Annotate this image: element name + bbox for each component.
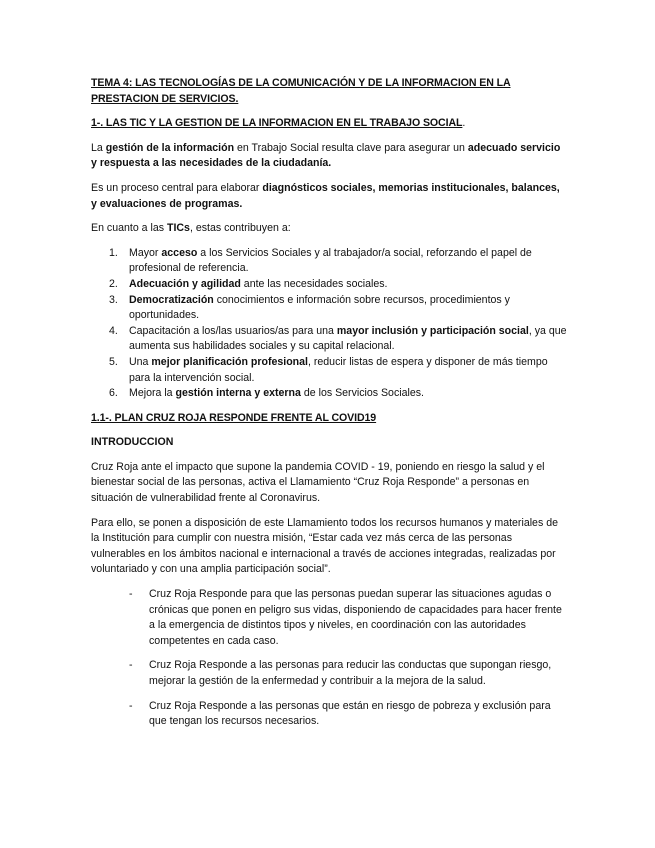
- text-run: Es un proceso central para elaborar: [91, 181, 263, 194]
- tic-contributions-list: [91, 246, 567, 402]
- bullet-dash: -: [129, 659, 133, 672]
- text-run: , reducir listas de espera y disponer de más tiempo para la intervención social.: [129, 355, 548, 384]
- bullet-dash: -: [129, 699, 133, 712]
- text-run: , estas contribuyen a:: [189, 222, 291, 235]
- text-run: En cuanto a las: [91, 222, 167, 235]
- bold-run: gestión interna y externa: [175, 387, 301, 400]
- text-run: conocimientos e información sobre recursos, procedimientos y oportunidades.: [129, 293, 510, 322]
- text-run: en Trabajo Social resulta clave para asegurar un: [234, 141, 468, 154]
- document-title: TEMA 4: LAS TECNOLOGÍAS DE LA COMUNICACIÓN Y DE LA INFORMACION EN LA PRESTACION DE SERVICIOS.: [91, 77, 511, 105]
- subheading-introduccion: INTRODUCCION: [91, 436, 174, 449]
- bullet-text: Cruz Roja Responde a las personas que están en riesgo de pobreza y exclusión para que tengan los recursos necesarios.: [149, 699, 551, 728]
- bold-run: TICs: [166, 222, 190, 235]
- section-heading-period: .: [462, 117, 466, 130]
- list-item: [91, 587, 567, 649]
- paragraph-recursos: Para ello, se ponen a disposición de este Llamamiento todos los recursos humanos y materiales de la Institución para cumplir con nuestra misión, “Estar cada vez más cerca de las personas vulnerables en los ámbitos nacional e internacional a través de acciones integradas, realizadas por voluntariado y con una amplia participación social”.: [91, 516, 558, 576]
- list-item: [91, 658, 567, 689]
- bold-run: Adecuación y agilidad: [129, 277, 241, 290]
- paragraph-impacto: Cruz Roja ante el impacto que supone la pandemia COVID - 19, poniendo en riesgo la salud y el bienestar social de las personas, activa el Llamamiento “Cruz Roja Responde” a personas en situación de vulnerabilidad frente al Coronavirus.: [91, 460, 545, 505]
- section-heading-cruz-roja: 1.1-. PLAN CRUZ ROJA RESPONDE FRENTE AL COVID19: [91, 411, 377, 424]
- list-number: 3.: [109, 293, 118, 306]
- list-item: [91, 386, 567, 402]
- text-run: Una: [129, 355, 152, 368]
- list-number: 6.: [109, 387, 118, 400]
- bullet-text: Cruz Roja Responde para que las personas puedan superar las situaciones agudas o crónicas que ponen en peligro sus vidas, disponiendo de capacidades para hacer frente a la emergencia de distintos tipos y niveles, en coordinación con las autoridades competentes en cada caso.: [149, 588, 562, 647]
- text-run: Mayor: [129, 246, 162, 259]
- bullet-dash: -: [129, 588, 133, 601]
- bullet-text: Cruz Roja Responde a las personas para reducir las conductas que supongan riesgo, mejorar la gestión de la enfermedad y contribuir a la mejora de la salud.: [149, 659, 552, 687]
- text-run: a los Servicios Sociales y al trabajador/a social, reforzando el papel de profesional de referencia.: [129, 246, 532, 275]
- paragraph-proceso: [91, 181, 567, 212]
- bold-run: mejor planificación profesional: [151, 355, 308, 368]
- paragraph-tics: [91, 221, 567, 237]
- list-item: [91, 277, 567, 293]
- text-run: ante las necesidades sociales.: [240, 277, 388, 290]
- bold-run: diagnósticos sociales, memorias institucionales, balances, y evaluaciones de programas.: [91, 181, 560, 210]
- bold-run: mayor inclusión y participación social: [336, 324, 529, 337]
- text-run: de los Servicios Sociales.: [300, 387, 424, 400]
- list-number: 4.: [109, 324, 118, 337]
- list-number: 5.: [109, 355, 118, 368]
- bold-run: adecuado servicio y respuesta a las necesidades de la ciudadanía.: [91, 141, 561, 170]
- section-heading-tic: [91, 116, 567, 132]
- bold-run: acceso: [161, 246, 198, 259]
- text-run: Capacitación a los/las usuarios/as para una: [129, 324, 337, 337]
- responde-bullet-list: [91, 587, 567, 730]
- bold-run: gestión de la información: [105, 141, 235, 154]
- section-heading-text: 1-. LAS TIC Y LA GESTION DE LA INFORMACION EN EL TRABAJO SOCIAL: [91, 117, 463, 130]
- text-run: La: [91, 141, 106, 154]
- list-item: [91, 246, 567, 277]
- text-run: , ya que aumenta sus habilidades sociales y su capital relacional.: [129, 324, 567, 353]
- list-number: 2.: [109, 277, 118, 290]
- list-item: [91, 699, 567, 730]
- bold-run: Democratización: [129, 293, 214, 306]
- list-item: [91, 355, 567, 386]
- list-item: [91, 324, 567, 355]
- paragraph-gestion: [91, 141, 567, 172]
- text-run: Mejora la: [129, 387, 176, 400]
- list-number: 1.: [109, 246, 118, 259]
- list-item: [91, 293, 567, 324]
